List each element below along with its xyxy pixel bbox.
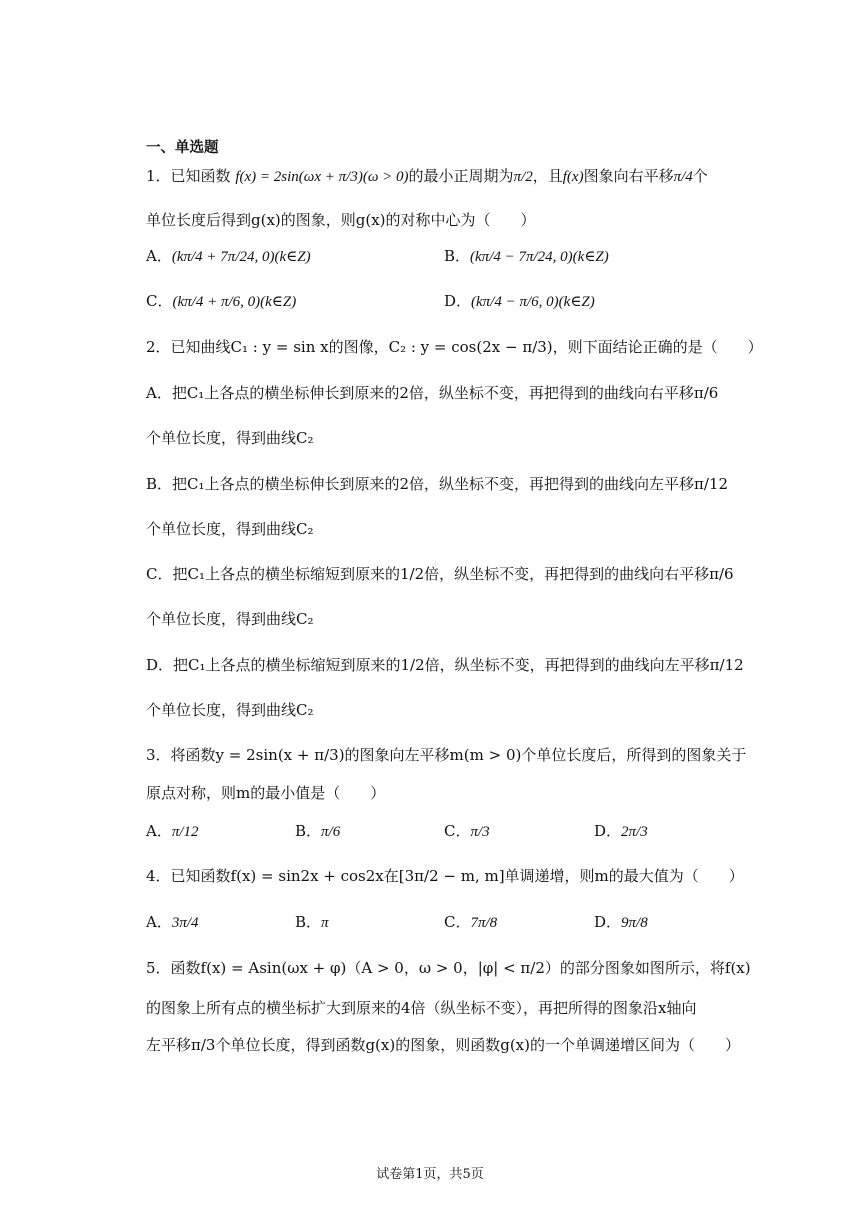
q3-option-d-label: D． <box>594 822 622 840</box>
q2-option-a-line1[interactable]: A．把C₁上各点的横坐标伸长到原来的2倍，纵坐标不变，再把得到的曲线向右平移π/6 <box>146 384 719 402</box>
q1-option-b-expr: (kπ/4 − 7π/24, 0)(k∈Z) <box>470 249 609 265</box>
q2-stem-text: 已知曲线C₁ : y = sin x的图像，C₂ : y = cos(2x − π/3)，则下面结论正确的是（ ） <box>170 338 763 356</box>
q2-option-d-line1[interactable]: D．把C₁上各点的横坐标缩短到原来的1/2倍，纵坐标不变，再把得到的曲线向左平移π/12 <box>146 656 744 674</box>
q1-option-a[interactable] <box>146 246 311 267</box>
q1-option-d[interactable] <box>444 291 595 312</box>
q2-number: 2． <box>146 338 171 356</box>
q1-option-c-label: C． <box>146 292 173 310</box>
q4-option-b-label: B． <box>295 913 322 931</box>
section-title: 一、单选题 <box>146 139 219 156</box>
q4-stem-text: 已知函数f(x) = sin2x + cos2x在[3π/2 − m, m]单调递增，则m的最大值为（ ） <box>170 867 744 885</box>
q1-function: f(x) = 2sin(ωx + π/3)(ω > 0) <box>235 169 409 185</box>
q2-option-c-line2: 个单位长度，得到曲线C₂ <box>146 610 314 628</box>
q3-option-c[interactable] <box>444 821 490 842</box>
q1-text-e: 个 <box>692 167 708 185</box>
q4-option-b[interactable] <box>295 912 329 933</box>
q3-stem-line1 <box>146 745 746 765</box>
q1-fx: f(x) <box>562 169 584 185</box>
q1-shift: π/4 <box>673 169 693 185</box>
q3-option-a[interactable] <box>146 821 199 842</box>
page-footer: 试卷第1页，共5页 <box>376 1167 484 1182</box>
q4-option-a[interactable] <box>146 912 199 933</box>
q1-option-b[interactable] <box>444 246 609 267</box>
q5-stem-line2: 的图象上所有点的横坐标扩大到原来的4倍（纵坐标不变），再把所得的图象沿x轴向 <box>146 999 697 1017</box>
q3-option-b-expr: π/6 <box>321 824 341 840</box>
q5-number: 5． <box>146 959 171 977</box>
q1-text-a: 已知函数 <box>170 167 231 185</box>
q1-stem-line2: 单位长度后得到g(x)的图象，则g(x)的对称中心为（ ） <box>146 211 536 229</box>
q4-option-b-expr: π <box>321 915 329 931</box>
q1-number: 1． <box>146 167 171 185</box>
q3-option-a-label: A． <box>146 822 172 840</box>
q1-option-d-expr: (kπ/4 − π/6, 0)(k∈Z) <box>471 294 595 310</box>
q4-option-c-expr: 7π/8 <box>470 915 498 931</box>
q1-text-c: ，且 <box>532 167 563 185</box>
q4-option-c[interactable] <box>444 912 497 933</box>
q5-line1-text: 函数f(x) = Asin(ωx + φ)（A > 0，ω > 0，|φ| < π/2）的部分图象如图所示，将f(x) <box>170 959 751 977</box>
q1-stem-line1 <box>146 166 708 187</box>
q1-option-c[interactable] <box>146 291 296 312</box>
q3-line1-text: 将函数y = 2sin(x + π/3)的图象向左平移m(m > 0)个单位长度后，所得到的图象关于 <box>170 746 747 764</box>
q3-option-d-expr: 2π/3 <box>621 824 648 840</box>
q3-option-c-label: C． <box>444 822 471 840</box>
q3-option-d[interactable] <box>594 821 648 842</box>
q3-option-c-expr: π/3 <box>470 824 490 840</box>
q4-stem <box>146 866 744 886</box>
q3-number: 3． <box>146 746 171 764</box>
q3-option-a-expr: π/12 <box>171 824 199 840</box>
q1-option-d-label: D． <box>444 292 472 310</box>
q2-option-a-line2: 个单位长度，得到曲线C₂ <box>146 429 314 447</box>
q1-text-b: 的最小正周期为 <box>408 167 514 185</box>
q1-text-d: 图象向右平移 <box>583 167 674 185</box>
q3-option-b-label: B． <box>295 822 322 840</box>
q4-option-d-expr: 9π/8 <box>621 915 648 931</box>
q2-option-d-line2: 个单位长度，得到曲线C₂ <box>146 701 314 719</box>
q5-stem-line1 <box>146 958 751 978</box>
q5-stem-line3: 左平移π/3个单位长度，得到函数g(x)的图象，则函数g(x)的一个单调递增区间为（ ） <box>146 1036 740 1054</box>
q1-option-b-label: B． <box>444 247 471 265</box>
q4-option-a-label: A． <box>146 913 172 931</box>
q1-option-a-label: A． <box>146 247 172 265</box>
q2-stem <box>146 337 763 357</box>
q4-number: 4． <box>146 867 171 885</box>
q4-option-d-label: D． <box>594 913 622 931</box>
q2-option-c-line1[interactable]: C．把C₁上各点的横坐标缩短到原来的1/2倍，纵坐标不变，再把得到的曲线向右平移π/6 <box>146 565 734 583</box>
q1-option-a-expr: (kπ/4 + 7π/24, 0)(k∈Z) <box>171 249 311 265</box>
q2-option-b-line1[interactable]: B．把C₁上各点的横坐标伸长到原来的2倍，纵坐标不变，再把得到的曲线向左平移π/12 <box>146 475 729 493</box>
q1-option-c-expr: (kπ/4 + π/6, 0)(k∈Z) <box>172 294 297 310</box>
q4-option-d[interactable] <box>594 912 648 933</box>
q2-option-b-line2: 个单位长度，得到曲线C₂ <box>146 520 314 538</box>
q4-option-a-expr: 3π/4 <box>171 915 199 931</box>
q3-stem-line2: 原点对称，则m的最小值是（ ） <box>146 784 386 802</box>
q4-option-c-label: C． <box>444 913 471 931</box>
q3-option-b[interactable] <box>295 821 340 842</box>
q1-period: π/2 <box>513 169 533 185</box>
